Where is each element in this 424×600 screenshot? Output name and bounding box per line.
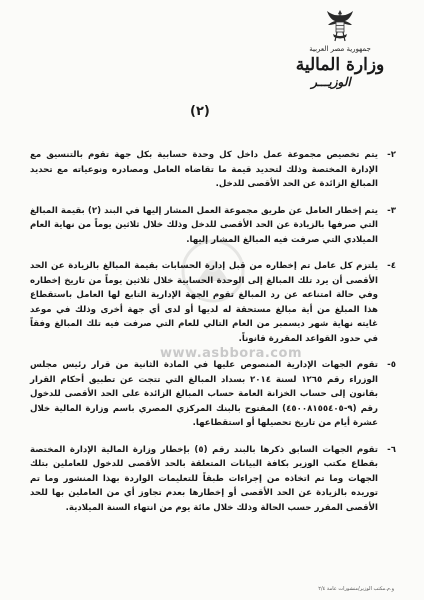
list-item <box>30 443 396 516</box>
document-body <box>30 148 396 527</box>
page-number: (٢) <box>190 104 210 119</box>
item-number: ٦- <box>387 444 396 455</box>
page-footer: و.م.مكتب الوزير/منشورات عامة ٢/٤ <box>318 586 394 592</box>
item-text: يتم تخصيص مجموعة عمل داخل كل وحدة حسابية بكل جهة تقوم بالتنسيق مع الإدارة المختصة وذلك لتحديد قيمة ما تقاضاه العامل ومصادره ونوعياته مع تحديد المبالغ الزائدة عن الحد الأقصى للدخل. <box>30 150 378 189</box>
item-number: ٥- <box>387 360 396 370</box>
item-text: تقوم الجهات السابق ذكرها بالبند رقم (٥) بإخطار وزارة المالية الإدارة المختصة بقطاع مكتب الوزير بكافة البيانات المتعلقة بالحد الأقصى للدخول للعاملين بتلك الجهات وما تم اتخاذه من إجراءات طبقاً للتعليمات الواردة بهذا المنشور وما تم توريده بالزيادة عن الحد الأقصى أو إخطارها بعدم تجاوز أي من العاملين بها للحد الأقصى المقرر حسب الحالة وذلك خلال مائة يوم من انتهاء السنة الميلادية. <box>30 444 378 513</box>
republic-name: جمهورية مصر العربية <box>309 45 371 53</box>
list-item <box>30 148 396 192</box>
letterhead <box>270 8 410 89</box>
item-number: ٢- <box>387 150 396 160</box>
eagle-emblem-icon <box>325 8 355 44</box>
watermark-url: www.asbbora.com <box>160 346 302 361</box>
item-number: ٤- <box>387 261 396 271</box>
list-item <box>30 204 396 248</box>
list-item <box>30 259 396 346</box>
item-text: تقوم الجهات الإدارية المنصوص عليها في المادة الثانية من قرار رئيس مجلس الوزراء رقم ١٢٦٥ لسنة ٢٠١٤ بسداد المبالغ التي تتجت عن تطبيق أحكام القرار بقانون إلى حساب الخزانة العامة حساب المبالغ الزائدة على الحد الأقصى للدخول رقم (٩-٤٥٠٠٨١٥٥٤٠٥) المفتوح بالبنك المركزي المصري باسم وزارة المالية خلال عشرة أيام من تاريخ تحصيلها أو استقطاعها. <box>30 360 379 428</box>
item-text: يلتزم كل عامل تم إخطاره من قبل إدارة الحسابات بقيمة المبالغ بالزيادة عن الحد الأقصى أن يرد تلك المبالغ إلى الوحدة الحسابية خلال ثلاثين يوماً من تاريخ إخطاره وفي حالة امتناعه عن رد المبالغ تقوم الجهة الإدارية التابع لها العامل باستقطاع هذا المبلغ من أية مبالغ مستحقة له لديها أو لدى أي جهة أخرى وذلك في موعد غايته نهاية شهر ديسمبر من العام التالي للعام التي صرفت فيه تلك المبالغ وفقاً في حدود القواعد المقررة قانوناً. <box>30 261 378 344</box>
list-item <box>30 358 396 431</box>
minister-title: الوزيـــر <box>311 75 351 89</box>
item-number: ٣- <box>387 205 396 216</box>
item-text: يتم إخطار العامل عن طريق مجموعة العمل المشار إليها في البند (٢) بقيمة المبالغ التي صرفها بالزيادة عن الحد الأقصى للدخل وذلك خلال ثلاثين يوماً من نهاية العام الميلادي التي صرفت فيه المبالغ المشار إليها. <box>30 205 378 245</box>
ministry-name: وزارة المالية <box>295 55 385 75</box>
